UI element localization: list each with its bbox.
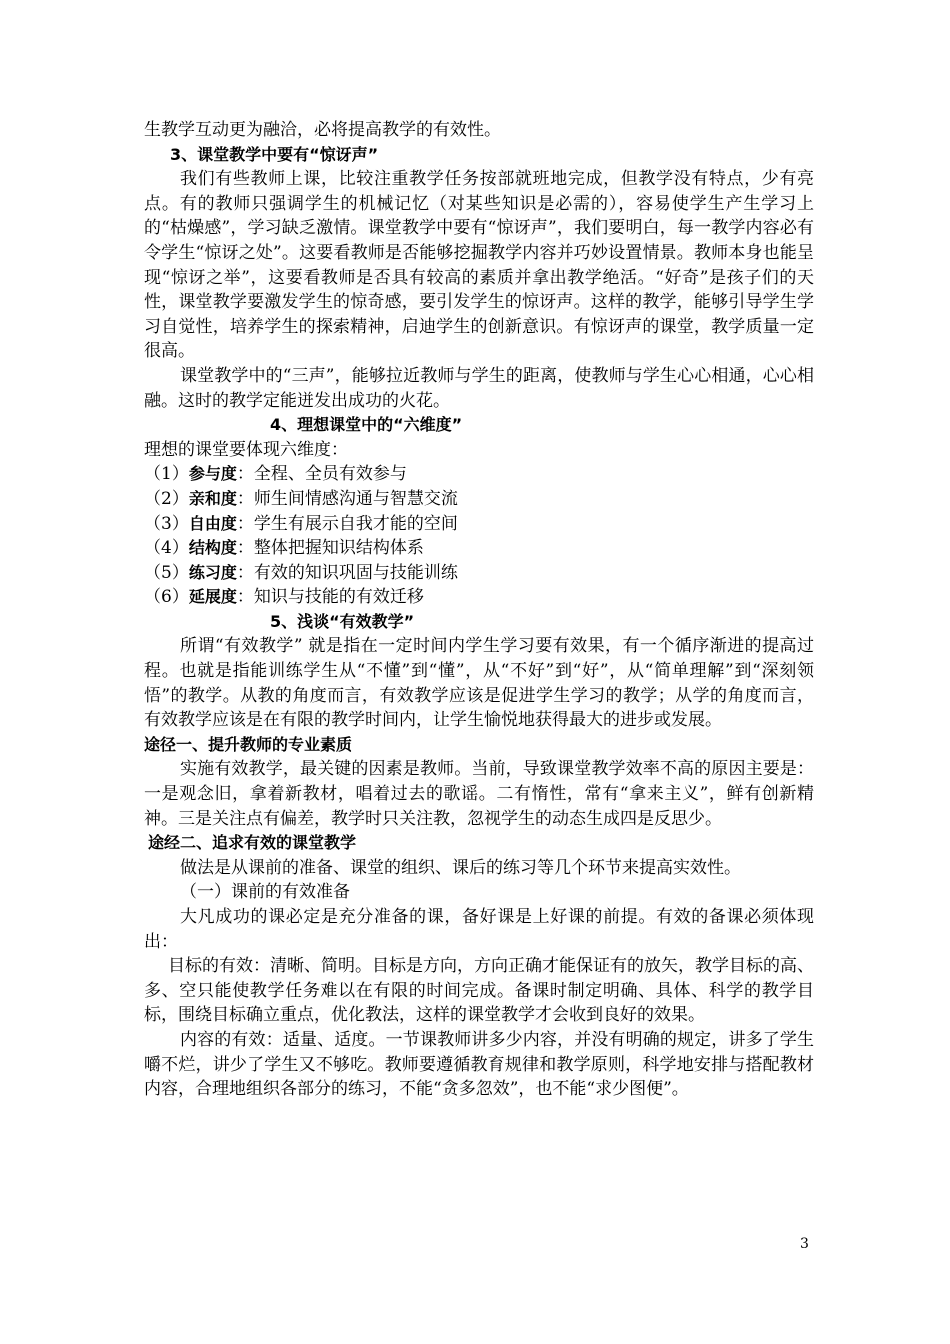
sub-heading: （一）课前的有效准备 <box>180 882 350 903</box>
dimension-item: （1）参与度：全程、全员有效参与 <box>144 464 407 485</box>
dimension-item: （4）结构度：整体把握知识结构体系 <box>144 538 424 559</box>
text-line: 生教学互动更为融洽，必将提高教学的有效性。 <box>144 120 501 140</box>
page-number: 3 <box>800 1236 809 1252</box>
dimension-item: （2）亲和度：师生间情感沟通与智慧交流 <box>144 488 458 509</box>
paragraph: 我们有些教师上课，比较注重教学任务按部就班地完成，但教学没有特点，少有亮点。有的教师只强调学生的机械记忆（对某些知识是必需的），容易使学生产生学习上的“枯燥感”，学习缺乏激情。课堂教学中要有“惊讶声”，我们要明白，每一教学内容必有令学生“惊讶之处”。这要看教师是否能够挖掘教学内容并巧妙设置情景。教师本身也能呈现“惊讶之举”，这要看教师是否具有较高的素质并拿出教学绝活。“好奇”是孩子们的天性，课堂教学要激发学生的惊奇感，要引发学生的惊讶声。这样的教学，能够引导学生学习自觉性，培养学生的探索精神，启迪学生的创新意识。有惊讶声的课堂，教学质量一定很高。 <box>144 169 814 362</box>
paragraph: 课堂教学中的“三声”，能够拉近教师与学生的距离，使教师与学生心心相通，心心相融。这时的教学定能迸发出成功的火花。 <box>144 365 814 411</box>
paragraph: 内容的有效：适量、适度。一节课教师讲多少内容，并没有明确的规定，讲多了学生嚼不烂，讲少了学生又不够吃。教师要遵循教育规律和教学原则，科学地安排与搭配教材内容，合理地组织各部分的练习，不能“贪多忽效”，也不能“求少图便”。 <box>144 1029 814 1100</box>
paragraph: 所谓“有效教学” 就是指在一定时间内学生学习要有效果，有一个循序渐进的提高过程。也就是指能训练学生从“不懂”到“懂”，从“不好”到“好”，从“简单理解”到“深刻领悟”的教学。从教的角度而言，有效教学应该是促进学生学习的教学；从学的角度而言，有效教学应该是在有限的教学时间内，让学生愉悦地获得最大的进步或发展。 <box>144 636 814 731</box>
section-heading: 途径一、提升教师的专业素质 <box>144 734 353 754</box>
paragraph: 大凡成功的课必定是充分准备的课，备好课是上好课的前提。有效的备课必须体现出： <box>144 907 814 952</box>
heading-4: 4、理想课堂中的“六维度” <box>270 415 463 435</box>
dimension-item: （3）自由度：学生有展示自我才能的空间 <box>144 513 458 534</box>
heading-3: 3、课堂教学中要有“惊讶声” <box>170 144 379 164</box>
section-heading: 途经二、追求有效的课堂教学 <box>148 833 357 853</box>
paragraph: 实施有效教学，最关键的因素是教师。当前，导致课堂教学效率不高的原因主要是：一是观念旧，拿着新教材，唱着过去的歌谣。二有惰性，常有“拿来主义”，鲜有创新精神。三是关注点有偏差，教学时只关注教，忽视学生的动态生成四是反思少。 <box>144 759 814 829</box>
dimension-item: （5）练习度：有效的知识巩固与技能训练 <box>144 562 458 583</box>
heading-5: 5、浅谈“有效教学” <box>270 611 415 631</box>
paragraph: 理想的课堂要体现六维度： <box>144 439 348 460</box>
document-page <box>144 118 814 1102</box>
paragraph: 做法是从课前的准备、课堂的组织、课后的练习等几个环节来提高实效性。 <box>180 857 741 878</box>
paragraph: 目标的有效：清晰、简明。目标是方向，方向正确才能保证有的放矢，教学目标的高、多、空只能使教学任务难以在有限的时间完成。备课时制定明确、具体、科学的教学目标，围绕目标确立重点，优化教法，这样的课堂教学才会收到良好的效果。 <box>144 956 814 1026</box>
dimension-item: （6）延展度：知识与技能的有效迁移 <box>144 587 424 608</box>
